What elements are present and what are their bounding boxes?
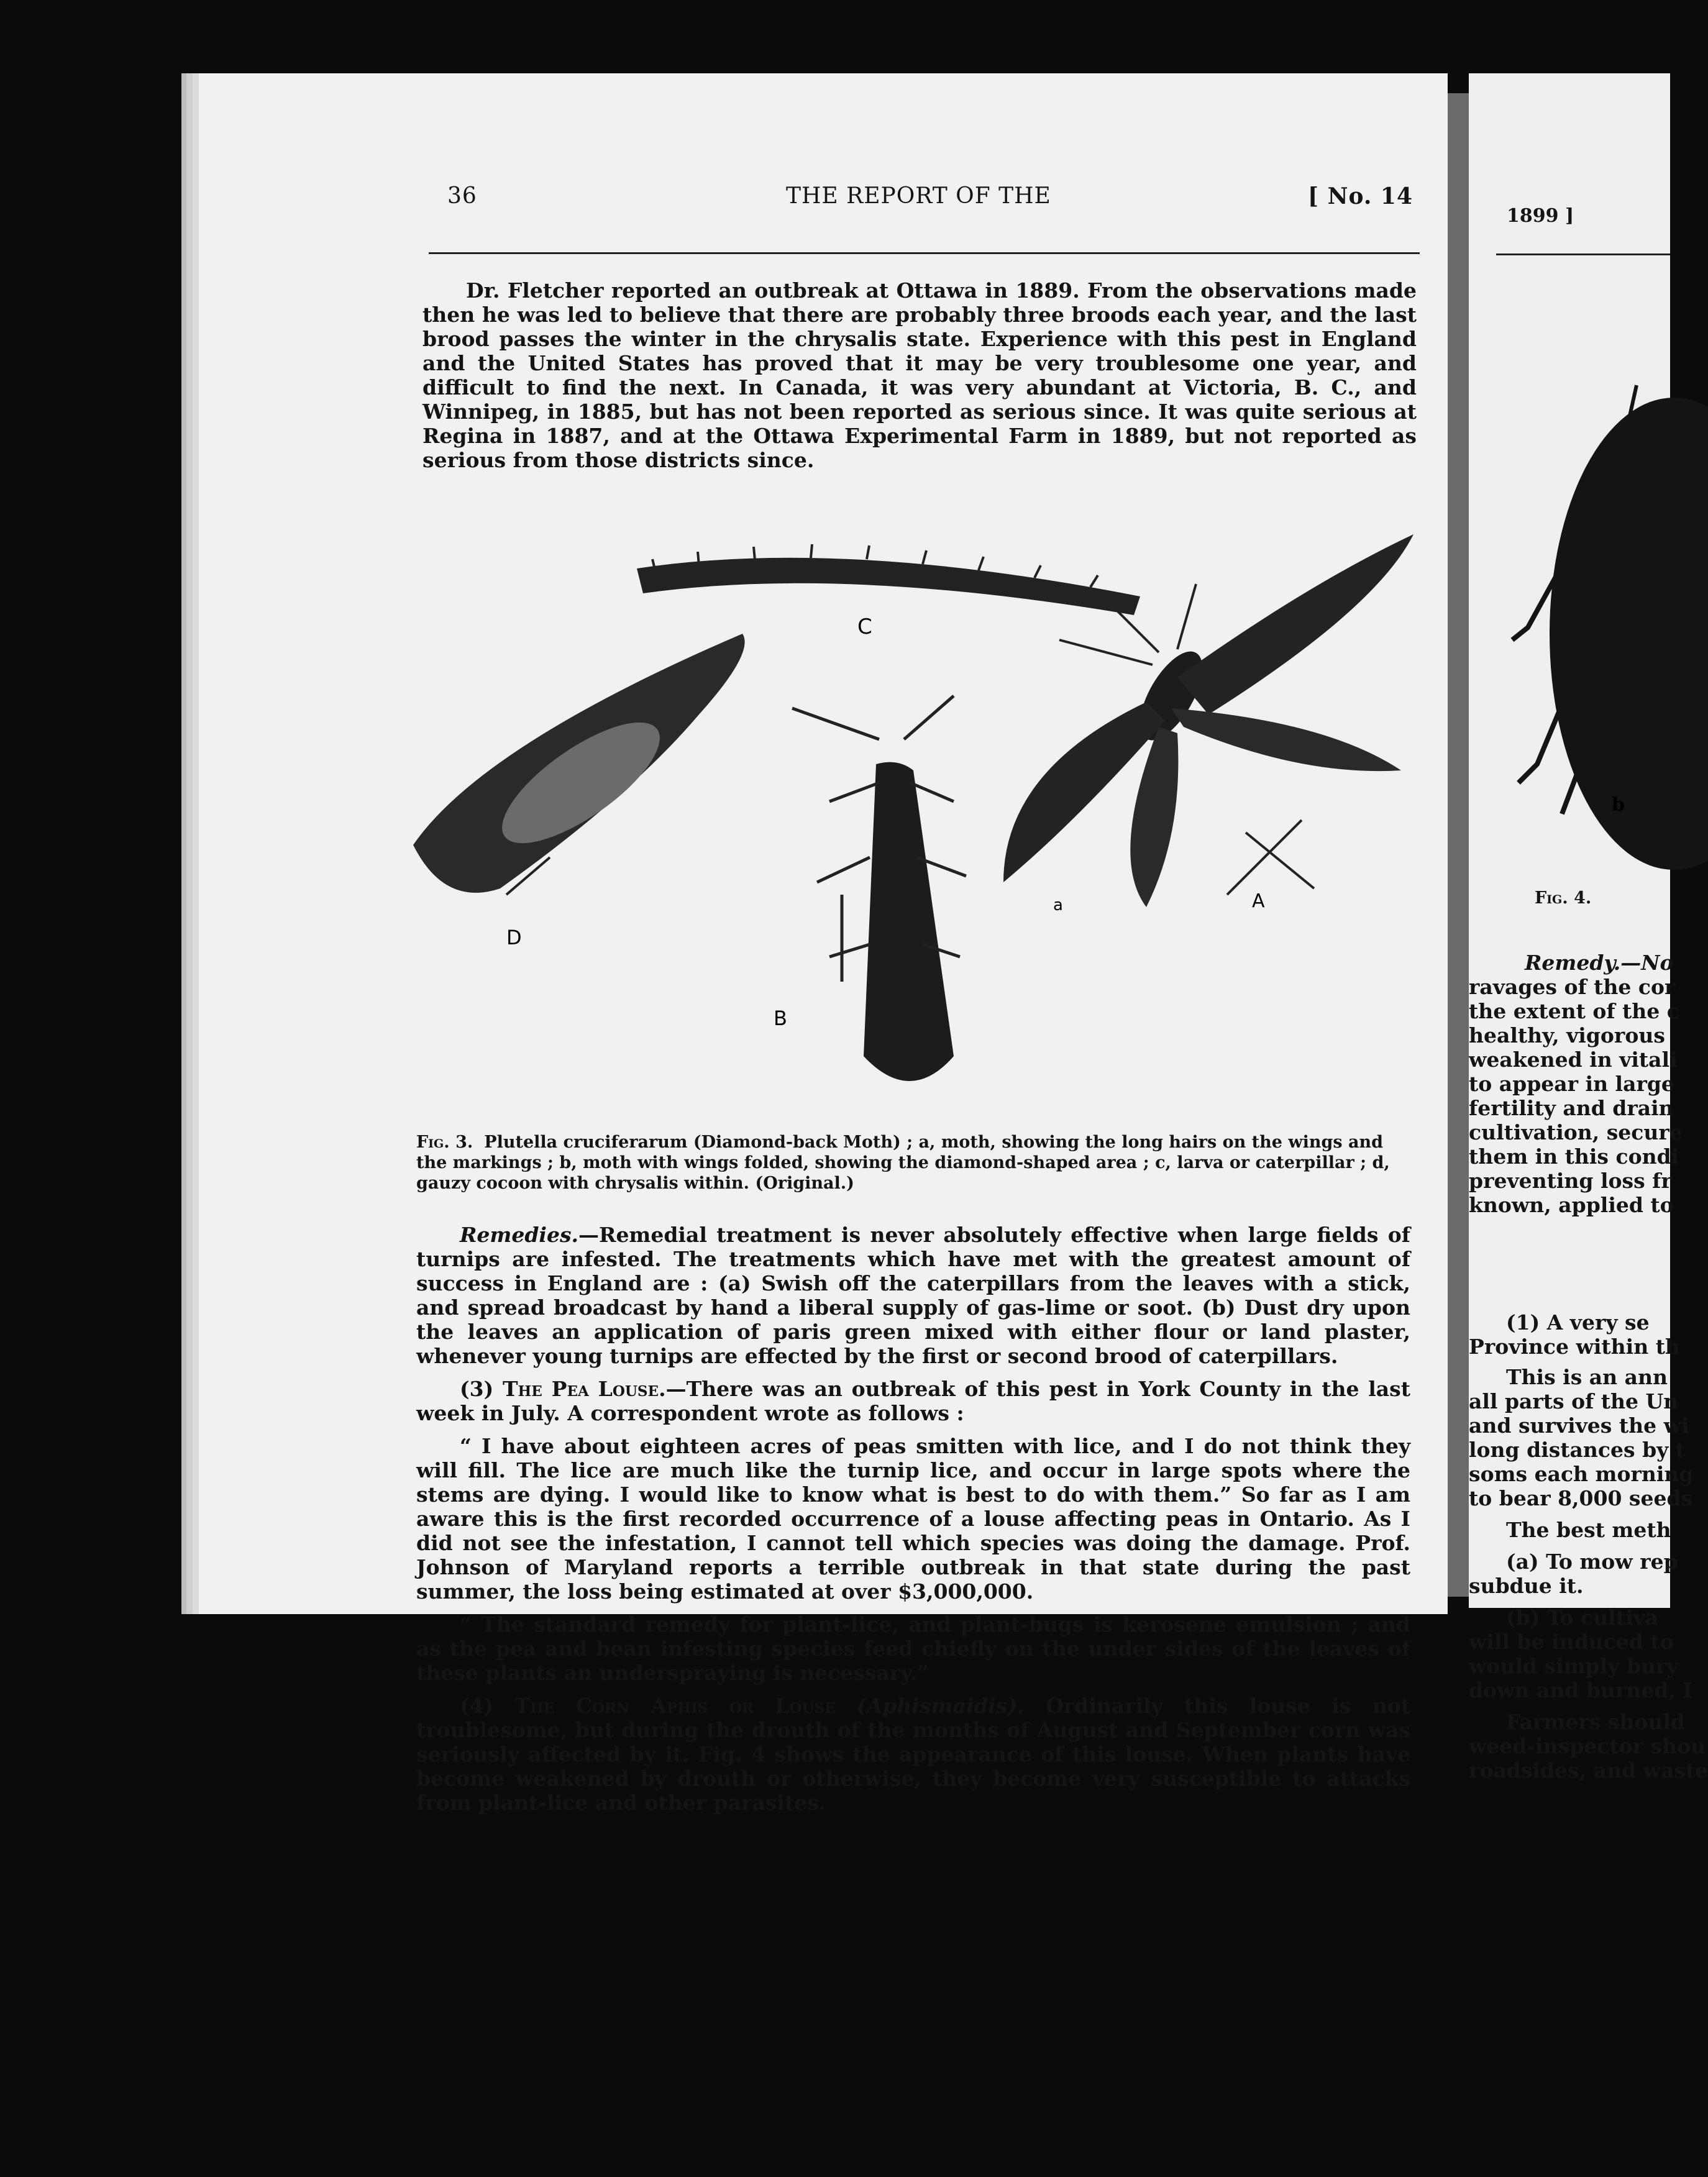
right-line: Province within th xyxy=(1469,1335,1680,1359)
right-line: fertility and drain xyxy=(1469,1096,1674,1120)
right-line: and survives the wi xyxy=(1469,1413,1689,1438)
right-line: down and burned, I xyxy=(1469,1678,1692,1702)
pea-louse-text: —There was an outbreak of this pest in York County in the last week in July. A correspondent wrote as follows : xyxy=(416,1377,1411,1425)
intro-paragraph xyxy=(422,278,1417,481)
right-line: healthy, vigorous xyxy=(1469,1023,1665,1047)
corn-aphis-paragraph xyxy=(416,1694,1410,1815)
right-line: them in this condi xyxy=(1469,1144,1679,1169)
figure-4-aphis-illustration xyxy=(1469,292,1670,851)
right-line: all parts of the Un xyxy=(1469,1389,1679,1413)
header-rule xyxy=(429,252,1420,254)
book-gutter xyxy=(1448,93,1469,1597)
corn-aphis-heading: (4) The Corn Aphis or Louse xyxy=(460,1694,836,1718)
remedies-text: —Remedial treatment is never absolutely effective when large fields of turnips are infested. The treatments which have met with the greatest amount of success in England are : (a) Swish off the caterpillars from the leaves with a stick, and spread broadcast by hand a liberal supply of gas-lime or soot. (b) Dust dry upon the leaves an application of paris green mixed with either flour or land plaster, whenever young turnips are effected by the first or second brood of caterpillars. xyxy=(416,1223,1410,1368)
right-line: ravages of the cor xyxy=(1469,975,1676,999)
corn-aphis-text: Ordinarily this louse is not troublesome, but during the drouth of the months of August and September corn was seriously affected by it. Fig. 4 shows the appearance of this louse. When plants have become weakened by drouth or otherwise, they become very susceptible to attacks from plant-lice and other parasites. xyxy=(416,1694,1410,1815)
right-line: (b) To cultiva xyxy=(1506,1605,1659,1630)
body-text xyxy=(416,1223,1410,1823)
right-page-text xyxy=(1469,951,1708,1782)
right-line: known, applied to xyxy=(1469,1193,1674,1217)
right-line: (a) To mow rep xyxy=(1506,1549,1678,1574)
label-a-lowercase: a xyxy=(1053,896,1063,915)
right-line: to bear 8,000 seeds xyxy=(1469,1486,1693,1510)
right-line: weed-inspector shou xyxy=(1469,1734,1706,1758)
right-line: (1) A very se xyxy=(1506,1310,1650,1335)
right-line: the extent of the c xyxy=(1469,999,1679,1023)
right-line: cultivation, secure xyxy=(1469,1120,1683,1144)
cocoon-drawing xyxy=(413,634,745,895)
label-b: B xyxy=(774,1006,787,1030)
pea-louse-paragraph xyxy=(416,1377,1410,1425)
remedies-paragraph xyxy=(416,1223,1410,1368)
page-number: 36 xyxy=(447,183,477,209)
right-line: The best meth xyxy=(1506,1518,1671,1542)
pea-louse-heading: (3) The Pea Louse. xyxy=(460,1377,666,1401)
corn-aphis-latin: (Aphismaidis). xyxy=(857,1694,1025,1718)
larva-drawing xyxy=(637,544,1140,615)
right-line: preventing loss fr xyxy=(1469,1169,1672,1193)
label-d: D xyxy=(506,926,522,949)
label-c: C xyxy=(857,614,872,639)
correspondent-quote: “ I have about eighteen acres of peas smitten with lice, and I do not think they will fill. The lice are much like the turnip lice, and occur in large spots where the stems are dying. I would like to know what is best to do with them.” So far as I am aware this is the first recorded occurrence of a louse affecting peas in Ontario. As I did not see the infestation, I cannot tell which species was doing the damage. Prof. Johnson of Maryland reports a terrible outbreak in that state during the past summer, the loss being estimated at over $3,000,000. xyxy=(416,1434,1410,1604)
running-head: THE REPORT OF THE xyxy=(786,183,1051,209)
right-line: Farmers should xyxy=(1506,1710,1685,1734)
right-spacer xyxy=(1469,1217,1670,1310)
right-line: long distances by t xyxy=(1469,1438,1686,1462)
standard-remedy-quote: “ The standard remedy for plant-lice, and plant-bugs is kerosene emulsion ; and as the pea and bean infesting species feed chiefly on the under sides of the leaves of these plants an underspraying is necessary.” xyxy=(416,1612,1410,1685)
right-page-year: 1899 ] xyxy=(1507,205,1574,227)
paragraph-outbreak: Dr. Fletcher reported an outbreak at Ottawa in 1889. From the observations made then he was led to believe that there are probably three broods each year, and the last brood passes the winter in the chrysalis state. Experience with this pest in England and the United States has proved that it may be very troublesome one year, and difficult to find the next. In Canada, it was very abundant at Victoria, B. C., and Winnipeg, in 1885, but has not been reported as serious since. It was quite serious at Regina in 1887, and at the Ottawa Experimental Farm in 1889, but not reported as serious from those districts since. xyxy=(422,278,1417,472)
right-line: subdue it. xyxy=(1469,1574,1584,1598)
right-line: would simply bury xyxy=(1469,1654,1679,1678)
right-header-rule xyxy=(1496,253,1670,255)
right-line: to appear in large xyxy=(1469,1072,1674,1096)
right-line: Remedy.—No xyxy=(1525,951,1674,975)
right-line: This is an ann xyxy=(1506,1365,1668,1389)
label-a: A xyxy=(1252,890,1265,912)
caption-text: Plutella cruciferarum (Diamond-back Moth) ; a, moth, showing the long hairs on the wings and the markings ; b, moth with wings folded, showing the diamond-shaped area ; c, larva or caterpillar ; d, gauzy cocoon with chrysalis within. (Original.) xyxy=(416,1133,1390,1193)
document-number: [ No. 14 xyxy=(1308,183,1413,209)
figure-3-moth-illustration xyxy=(407,509,1420,1125)
label-b-fig4: b xyxy=(1612,794,1625,816)
remedies-heading: Remedies. xyxy=(460,1223,579,1247)
right-line: soms each morning xyxy=(1469,1462,1694,1486)
right-line: roadsides, and waste xyxy=(1469,1758,1708,1782)
right-line: will be induced to xyxy=(1469,1630,1674,1654)
figure-3-caption xyxy=(416,1132,1417,1193)
folded-moth-drawing xyxy=(792,696,966,1081)
fig-4-caption: Fig. 4. xyxy=(1535,888,1592,908)
right-line: weakened in vitali xyxy=(1469,1047,1678,1072)
caption-label: Fig. 3. xyxy=(416,1133,473,1152)
